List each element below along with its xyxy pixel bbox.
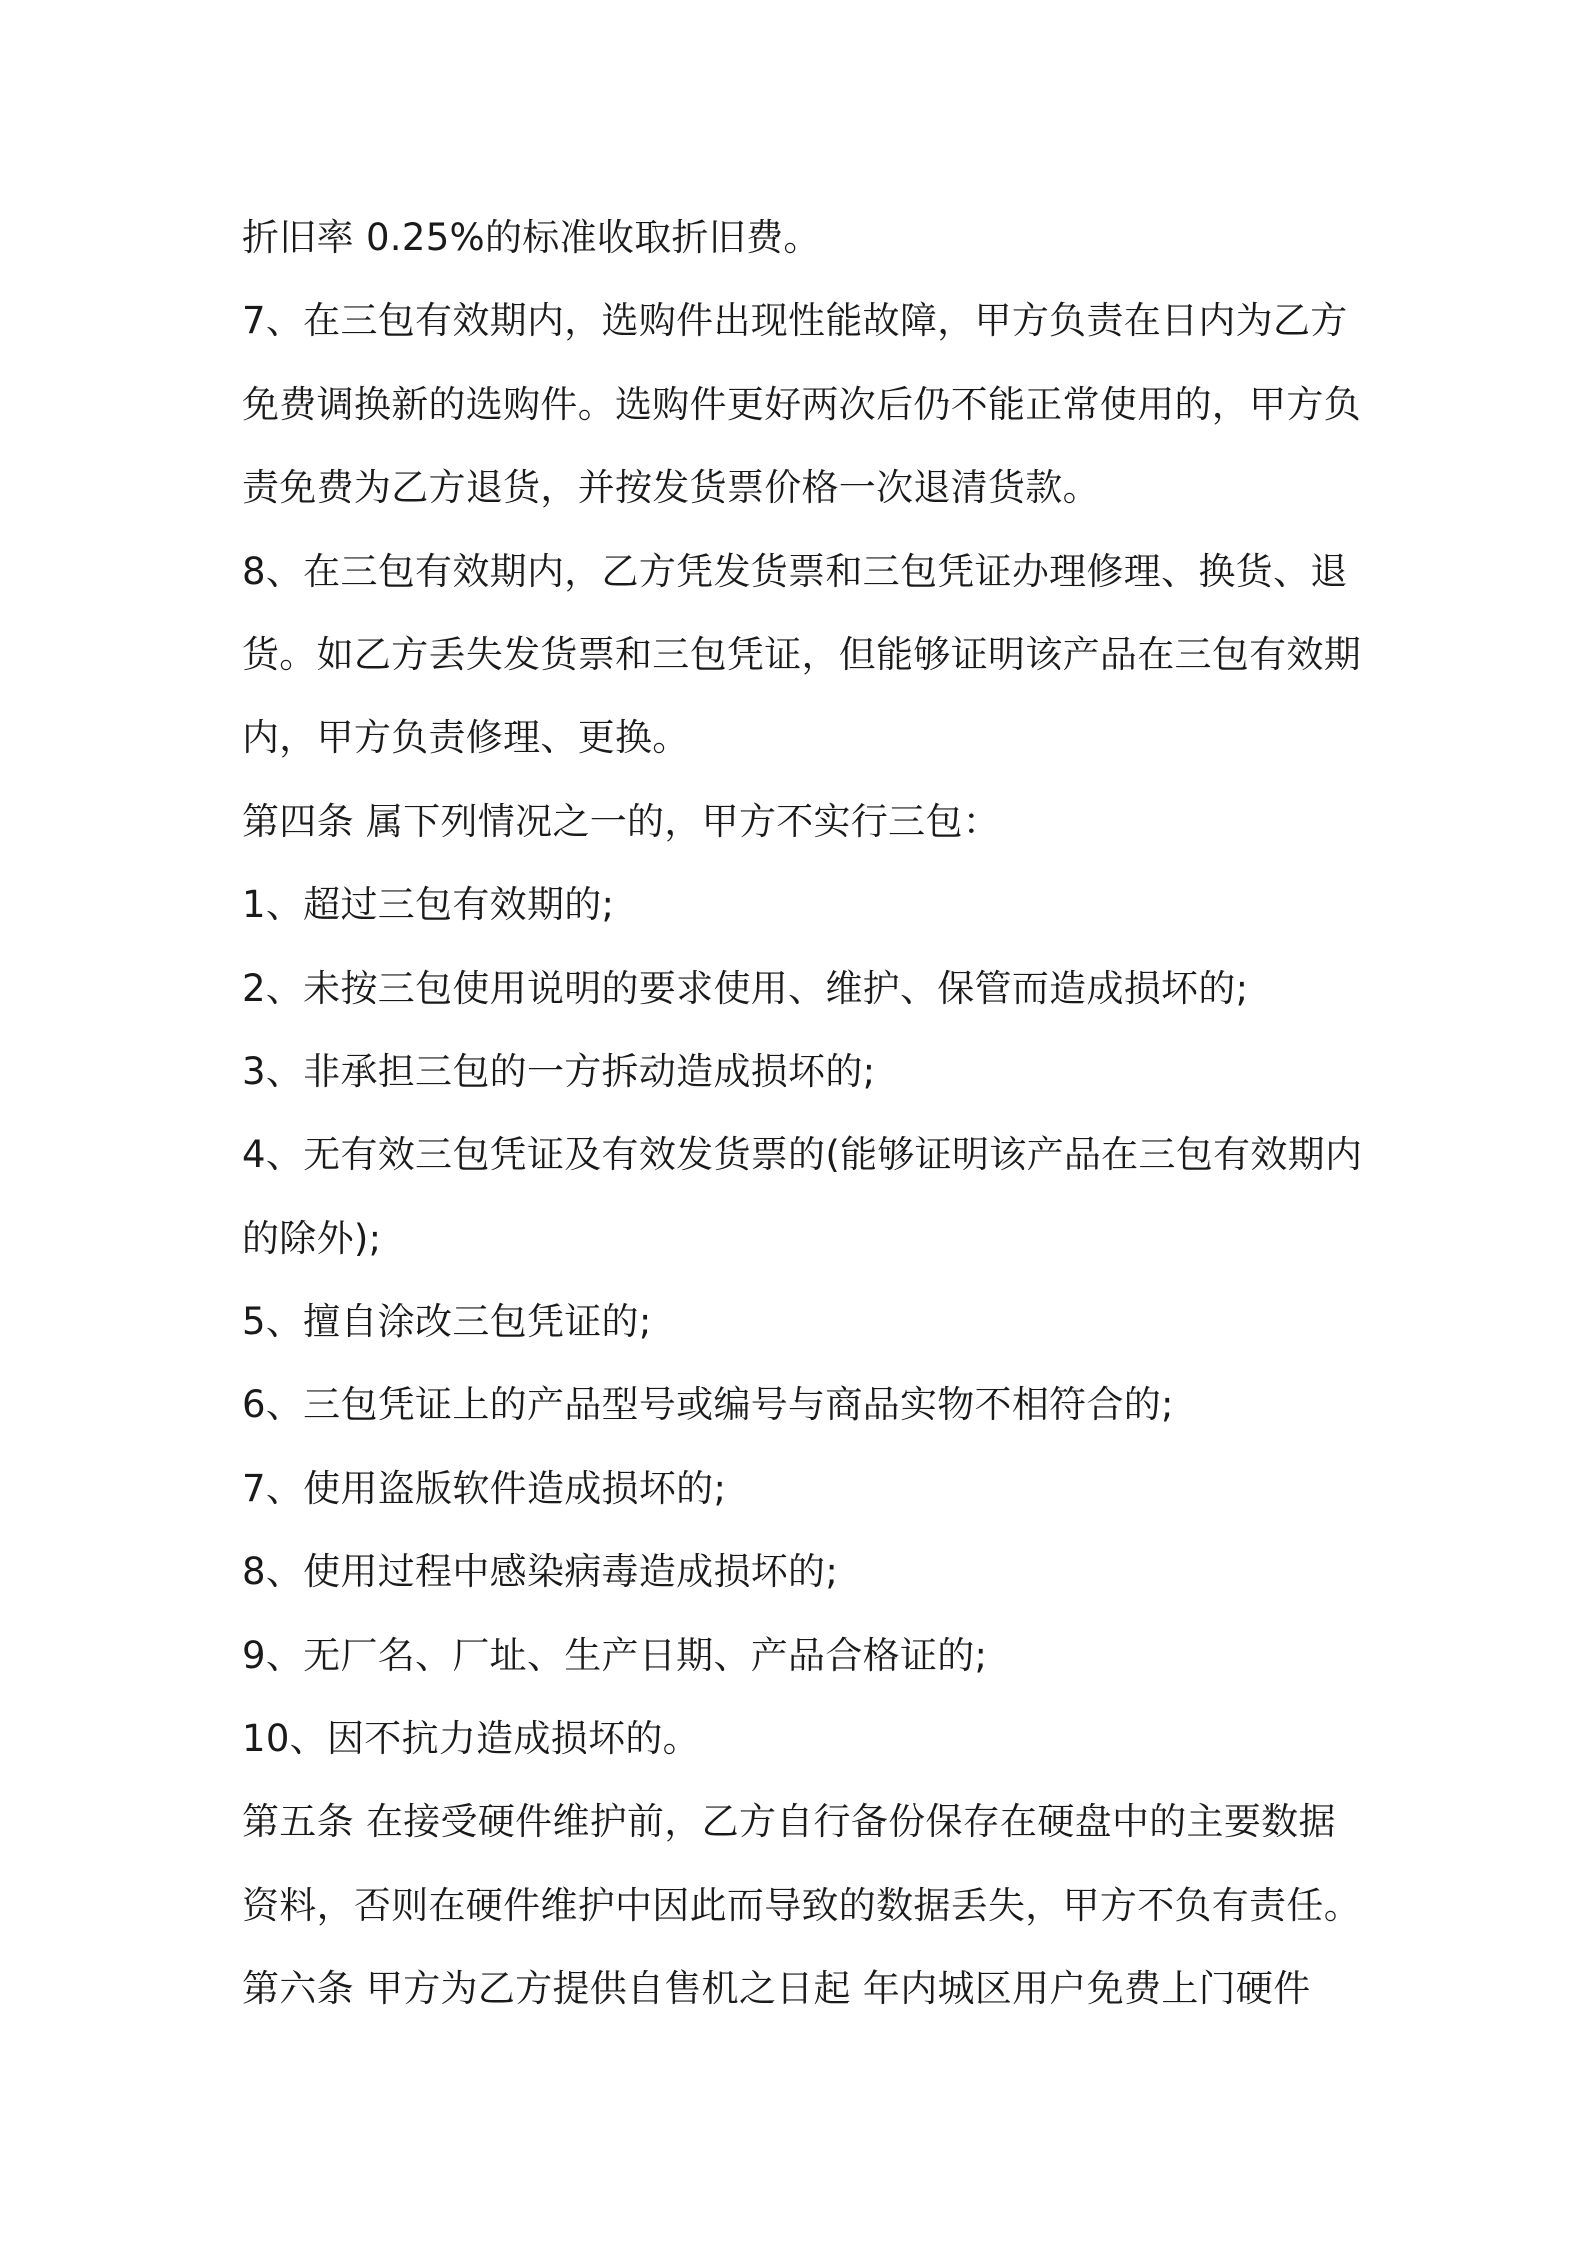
text-line: 7、在三包有效期内，选购件出现性能故障，甲方负责在日内为乙方 xyxy=(242,299,1348,343)
text-line: 4、无有效三包凭证及有效发货票的(能够证明该产品在三包有效期内 xyxy=(242,1133,1363,1177)
text-line: 内，甲方负责修理、更换。 xyxy=(242,716,690,760)
text-line: 3、非承担三包的一方拆动造成损坏的; xyxy=(242,1049,876,1093)
text-line: 免费调换新的选购件。选购件更好两次后仍不能正常使用的，甲方负 xyxy=(242,382,1361,426)
text-line: 第六条 甲方为乙方提供自售机之日起 年内城区用户免费上门硬件 xyxy=(242,1967,1311,2011)
text-line: 9、无厂名、厂址、生产日期、产品合格证的; xyxy=(242,1633,988,1677)
text-line: 2、未按三包使用说明的要求使用、维护、保管而造成损坏的; xyxy=(242,966,1249,1010)
text-line: 5、擅自涂改三包凭证的; xyxy=(242,1300,652,1344)
text-line: 6、三包凭证上的产品型号或编号与商品实物不相符合的; xyxy=(242,1383,1174,1427)
text-line: 8、在三包有效期内，乙方凭发货票和三包凭证办理修理、换货、退 xyxy=(242,549,1348,593)
document-body xyxy=(242,196,1372,2031)
text-line: 折旧率 0.25%的标准收取折旧费。 xyxy=(242,216,821,259)
text-line: 10、因不抗力造成损坏的。 xyxy=(242,1717,700,1761)
text-line: 货。如乙方丢失发货票和三包凭证，但能够证明该产品在三包有效期 xyxy=(242,632,1361,676)
text-line: 7、使用盗版软件造成损坏的; xyxy=(242,1466,727,1510)
text-line: 资料，否则在硬件维护中因此而导致的数据丢失，甲方不负有责任。 xyxy=(242,1883,1361,1927)
text-line: 第五条 在接受硬件维护前，乙方自行备份保存在硬盘中的主要数据 xyxy=(242,1800,1336,1844)
text-line: 的除外); xyxy=(242,1216,382,1260)
text-line: 第四条 属下列情况之一的，甲方不实行三包： xyxy=(242,799,1001,843)
text-line: 责免费为乙方退货，并按发货票价格一次退清货款。 xyxy=(242,466,1100,510)
text-line: 8、使用过程中感染病毒造成损坏的; xyxy=(242,1550,839,1594)
text-line: 1、超过三包有效期的; xyxy=(242,883,615,927)
